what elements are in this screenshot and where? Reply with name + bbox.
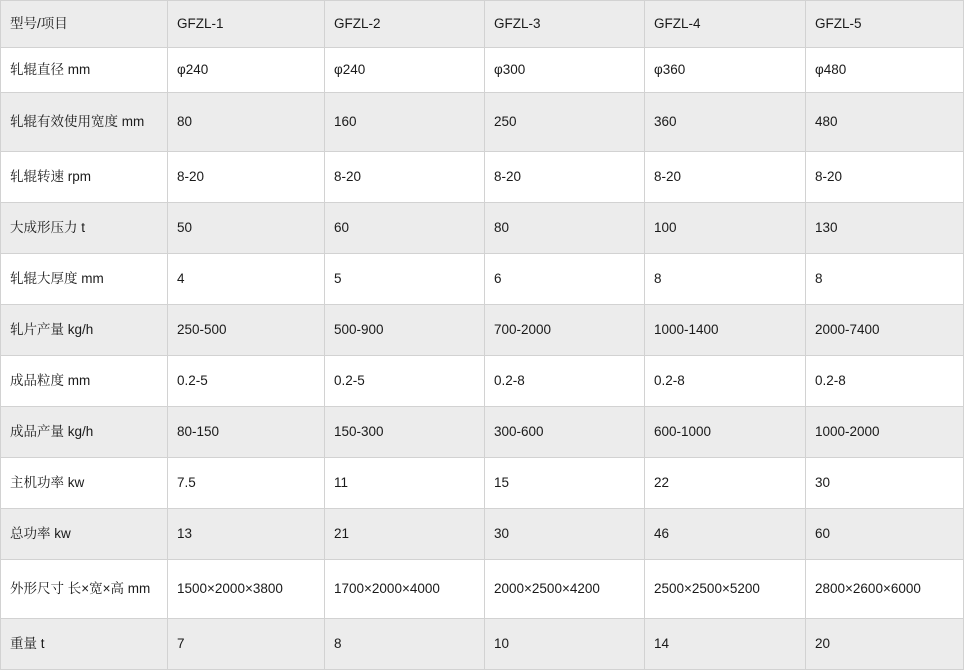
row-label: 轧片产量 kg/h: [1, 305, 168, 356]
table-cell: 250-500: [168, 305, 325, 356]
table-cell: φ240: [325, 48, 485, 93]
table-cell: φ480: [806, 48, 964, 93]
table-cell: φ240: [168, 48, 325, 93]
table-cell: 2500×2500×5200: [645, 560, 806, 619]
table-cell: 0.2-8: [645, 356, 806, 407]
column-header: GFZL-3: [485, 1, 645, 48]
table-cell: 0.2-8: [806, 356, 964, 407]
row-label: 大成形压力 t: [1, 203, 168, 254]
table-cell: 360: [645, 93, 806, 152]
row-label: 轧辊直径 mm: [1, 48, 168, 93]
table-row: [1, 458, 964, 509]
table-cell: 130: [806, 203, 964, 254]
table-row: [1, 254, 964, 305]
table-cell: 7: [168, 619, 325, 670]
table-cell: 8-20: [645, 152, 806, 203]
table-row: [1, 509, 964, 560]
table-cell: 0.2-5: [325, 356, 485, 407]
column-header: 型号/项目: [1, 1, 168, 48]
row-label: 总功率 kw: [1, 509, 168, 560]
table-row: [1, 305, 964, 356]
table-cell: 22: [645, 458, 806, 509]
table-row: [1, 152, 964, 203]
table-cell: 100: [645, 203, 806, 254]
table-cell: 60: [325, 203, 485, 254]
table-cell: 8: [645, 254, 806, 305]
row-label: 成品产量 kg/h: [1, 407, 168, 458]
table-cell: 8-20: [806, 152, 964, 203]
table-cell: 0.2-5: [168, 356, 325, 407]
table-cell: 50: [168, 203, 325, 254]
table-cell: 8-20: [485, 152, 645, 203]
table-cell: 4: [168, 254, 325, 305]
table-row: [1, 619, 964, 670]
table-cell: 15: [485, 458, 645, 509]
table-row: [1, 356, 964, 407]
table-cell: 5: [325, 254, 485, 305]
table-cell: 60: [806, 509, 964, 560]
table-cell: 480: [806, 93, 964, 152]
table-cell: 1500×2000×3800: [168, 560, 325, 619]
table-cell: 30: [806, 458, 964, 509]
table-cell: 250: [485, 93, 645, 152]
table-cell: 80: [485, 203, 645, 254]
table-cell: 8-20: [168, 152, 325, 203]
table-cell: 80: [168, 93, 325, 152]
table-cell: 21: [325, 509, 485, 560]
table-cell: 500-900: [325, 305, 485, 356]
table-cell: 80-150: [168, 407, 325, 458]
table-cell: 1000-1400: [645, 305, 806, 356]
table-cell: 14: [645, 619, 806, 670]
table-cell: 600-1000: [645, 407, 806, 458]
table-cell: 20: [806, 619, 964, 670]
row-label: 外形尺寸 长×宽×高 mm: [1, 560, 168, 619]
row-label: 轧辊转速 rpm: [1, 152, 168, 203]
column-header: GFZL-1: [168, 1, 325, 48]
table-row: [1, 203, 964, 254]
table-row: [1, 407, 964, 458]
table-cell: 300-600: [485, 407, 645, 458]
table-cell: 30: [485, 509, 645, 560]
table-row: [1, 93, 964, 152]
table-cell: 10: [485, 619, 645, 670]
table-header-row: [1, 1, 964, 48]
row-label: 重量 t: [1, 619, 168, 670]
table-cell: 160: [325, 93, 485, 152]
table-cell: 1700×2000×4000: [325, 560, 485, 619]
table-cell: 8: [806, 254, 964, 305]
table-row: [1, 48, 964, 93]
table-cell: 13: [168, 509, 325, 560]
row-label: 主机功率 kw: [1, 458, 168, 509]
table-cell: φ360: [645, 48, 806, 93]
column-header: GFZL-2: [325, 1, 485, 48]
table-cell: 700-2000: [485, 305, 645, 356]
table-row: [1, 560, 964, 619]
column-header: GFZL-4: [645, 1, 806, 48]
table-cell: 8-20: [325, 152, 485, 203]
table-cell: 150-300: [325, 407, 485, 458]
table-cell: 6: [485, 254, 645, 305]
table-cell: 2000×2500×4200: [485, 560, 645, 619]
column-header: GFZL-5: [806, 1, 964, 48]
row-label: 轧辊有效使用宽度 mm: [1, 93, 168, 152]
table-cell: 8: [325, 619, 485, 670]
row-label: 成品粒度 mm: [1, 356, 168, 407]
table-cell: 11: [325, 458, 485, 509]
row-label: 轧辊大厚度 mm: [1, 254, 168, 305]
table-cell: 46: [645, 509, 806, 560]
table-cell: 2800×2600×6000: [806, 560, 964, 619]
table-cell: φ300: [485, 48, 645, 93]
table-cell: 0.2-8: [485, 356, 645, 407]
table-cell: 2000-7400: [806, 305, 964, 356]
table-cell: 7.5: [168, 458, 325, 509]
table-cell: 1000-2000: [806, 407, 964, 458]
